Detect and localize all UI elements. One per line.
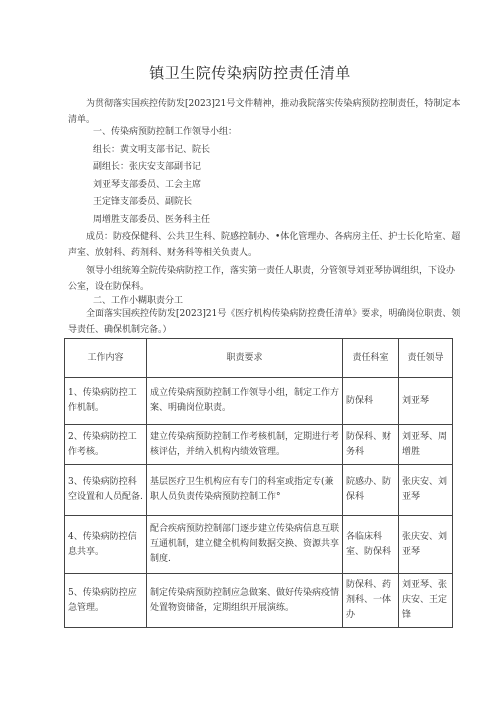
table-cell: 1、传染病防控工作机制。 [65,378,147,425]
table-cell: 刘亚琴 [399,378,453,425]
section2-heading: 二、工作小糊职责分工 [93,296,184,306]
table-cell: 刘亚琴、周增胜 [399,425,453,465]
table-cell: 制定传染病预防控制应急做案、做好传染病疫情处置物资储备，定期组织开展演练。 [147,574,343,628]
table-row [65,574,453,628]
member-line: 周增胜支部委员、医务科主任 [93,215,211,225]
table-cell: 建立传染病预防控制工作考核机制，定期进行考核评估，并纳入机构内绩效管理。 [147,425,343,465]
duty-table [64,338,453,628]
table-header-row [65,339,453,378]
table-cell: 4、传染病防控信息共享。 [65,516,147,574]
table-cell: 院感办、防保科 [343,465,399,516]
header-cell-content: 工作内容 [65,339,147,378]
header-cell-department: 责任科室 [343,339,399,378]
table-cell: 3、传染病防控科空设置和人员配备. [65,465,147,516]
table-row [65,516,453,574]
table-row [65,465,453,516]
table-cell: 防保科 [343,378,399,425]
member-line: 刘亚琴支部委员、工会主席 [93,180,202,190]
header-cell-requirements: 职责要求 [147,339,343,378]
intro-paragraph: 为贯彻落实国疾控传防发[2023]21号文件精神，推动我院落实传染病预防控制责任，特制定本清单。 [68,99,461,125]
table-cell: 成立传染病预防控制工作领导小组，制定工作方案、明确岗位职责。 [147,378,343,425]
member-line: 王定锋支部委员、副院长 [93,197,193,207]
header-cell-leader: 责任领导 [399,339,453,378]
section1-heading: 一、传染病预防控制工作领导小组： [93,127,238,137]
table-cell: 防保科、财务科 [343,425,399,465]
table-cell: 各临床科室、防保科 [343,516,399,574]
office-paragraph: 领导小组统筹全院传染病防控工作，落实第一责任人职责，分管领导刘亚琴协调组织，下设办公室，设在防保科。 [68,266,456,292]
table-cell: 配合疾病预防控制部门逐步建立传染病信息互联互通机制，建立健全机构间数据交换、资源共享制度. [147,516,343,574]
table-cell: 张庆安、刘亚琴 [399,465,453,516]
table-cell: 5、传染病防控应急管理。 [65,574,147,628]
document-title: 镇卫生院传染病防控责任清单 [149,64,351,82]
members-paragraph: 成员：防疫保健科、公共卫生科、院感控制办、•体化管理办、各病房主任、护士长化哈室、超声室、放射科、药剂科、财务科等相关负责人。 [68,232,461,258]
table-row [65,425,453,465]
table-row [65,378,453,425]
table-cell: 2、传染病防控工作考核。 [65,425,147,465]
member-line: 副组长：张庆安支部副书记 [93,162,202,172]
table-cell: 刘亚琴、张庆安、王定锋 [399,574,453,628]
table-cell: 基层医疗卫生机构应有专门的科室或指定专(兼职人员负责传染病预防控制工作° [147,465,343,516]
section2-paragraph: 全面落实国疾控传防发[2023]21号《医疗机构传染病防控费任清单》要求，明确岗位职责、领导责任、确保机制完备。） [68,309,461,335]
member-line: 组长：黄文明支部书记、院长 [93,145,211,155]
table-cell: 张庆安、刘亚琴 [399,516,453,574]
table-cell: 防保科、药剂科、一体办 [343,574,399,628]
